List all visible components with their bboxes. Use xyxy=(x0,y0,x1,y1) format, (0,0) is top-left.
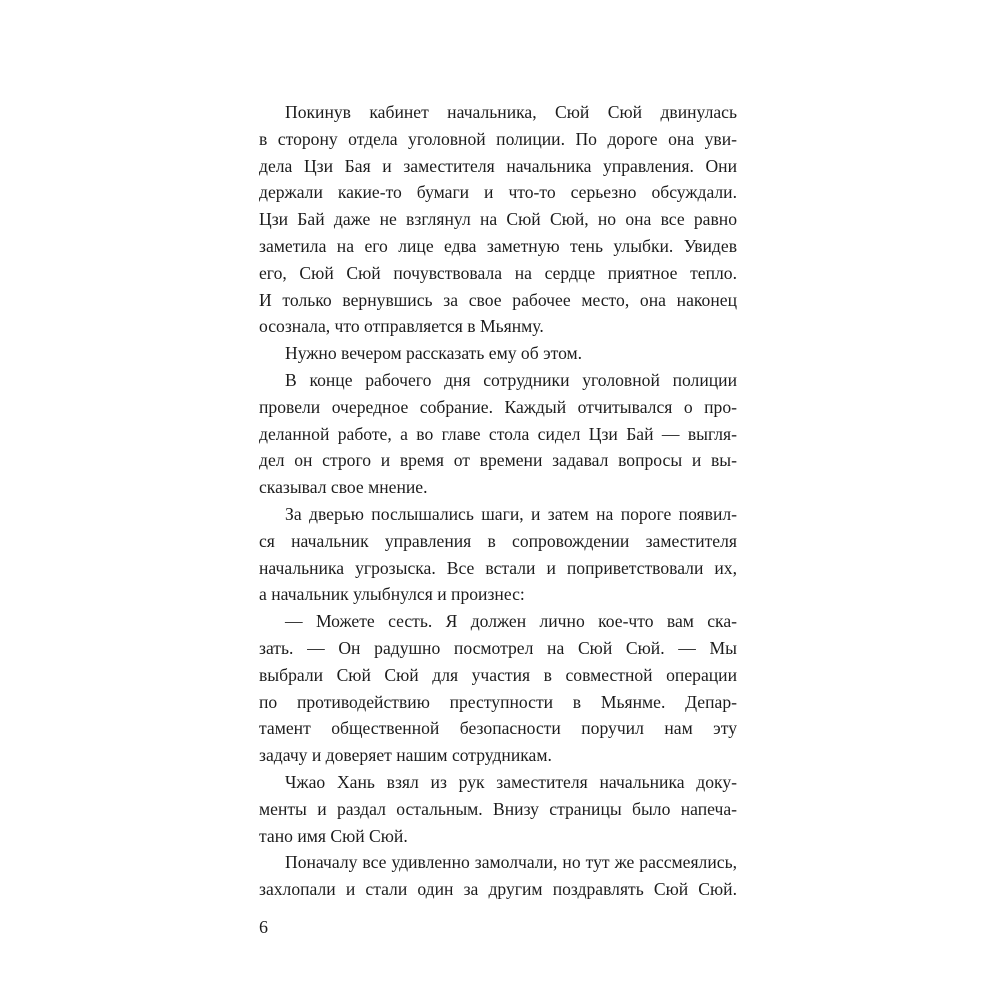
text-line: его, Сюй Сюй почувствовала на сердце приятное тепло. xyxy=(259,262,737,283)
text-line: выбрали Сюй Сюй для участия в совместной операции xyxy=(259,664,737,685)
text-line: тано имя Сюй Сюй. xyxy=(259,825,408,846)
text-line: тамент общественной безопасности поручил нам эту xyxy=(259,718,737,739)
text-line: задачу и доверяет нашим сотрудникам. xyxy=(259,745,552,766)
text-line: начальника угрозыска. Все встали и поприветствовали их, xyxy=(259,557,737,578)
text-line: Покинув кабинет начальника, Сюй Сюй двинулась xyxy=(285,102,737,122)
text-line: менты и раздал остальным. Внизу страницы было напеча- xyxy=(259,798,737,819)
text-line: За дверью послышались шаги, и затем на пороге появил- xyxy=(285,503,737,524)
text-line: а начальник улыбнулся и произнес: xyxy=(259,584,525,605)
paragraph xyxy=(259,608,737,769)
text-line: осознала, что отправляется в Мьянму. xyxy=(259,316,544,337)
text-line: Поначалу все удивленно замолчали, но тут же рассмеялись, xyxy=(285,852,737,873)
text-line: по противодействию преступности в Мьянме. Депар- xyxy=(259,691,737,712)
text-line: Чжао Хань взял из рук заместителя начальника доку- xyxy=(285,771,737,792)
text-line: зать. — Он радушно посмотрел на Сюй Сюй. — Мы xyxy=(259,637,737,658)
paragraph xyxy=(259,849,737,903)
text-line: Цзи Бай даже не взглянул на Сюй Сюй, но она все равно xyxy=(259,209,737,230)
text-line: деланной работе, а во главе стола сидел Цзи Бай — выгля- xyxy=(259,423,737,444)
paragraph xyxy=(259,367,737,501)
text-line: дела Цзи Бая и заместителя начальника управления. Они xyxy=(259,155,737,176)
paragraph xyxy=(259,99,737,340)
paragraph xyxy=(259,340,737,367)
page-number: 6 xyxy=(259,917,268,937)
text-line: сказывал свое мнение. xyxy=(259,477,428,498)
text-line: захлопали и стали один за другим поздравлять Сюй Сюй. xyxy=(259,879,737,900)
text-line: в сторону отдела уголовной полиции. По дороге она уви- xyxy=(259,128,737,149)
text-line: И только вернувшись за свое рабочее место, она наконец xyxy=(259,289,737,310)
text-line: дел он строго и время от времени задавал вопросы и вы- xyxy=(259,450,737,471)
text-line: — Можете сесть. Я должен лично кое-что вам ска- xyxy=(285,611,737,632)
text-line: провели очередное собрание. Каждый отчитывался о про- xyxy=(259,396,737,417)
text-line: В конце рабочего дня сотрудники уголовной полиции xyxy=(285,369,737,390)
text-line: Нужно вечером рассказать ему об этом. xyxy=(285,343,583,364)
text-line: заметила на его лице едва заметную тень улыбки. Увидев xyxy=(259,235,737,256)
body-text xyxy=(259,99,737,903)
text-line: ся начальник управления в сопровождении заместителя xyxy=(259,530,737,551)
text-line: держали какие-то бумаги и что-то серьезно обсуждали. xyxy=(259,182,737,203)
paragraph xyxy=(259,769,737,849)
paragraph xyxy=(259,501,737,608)
